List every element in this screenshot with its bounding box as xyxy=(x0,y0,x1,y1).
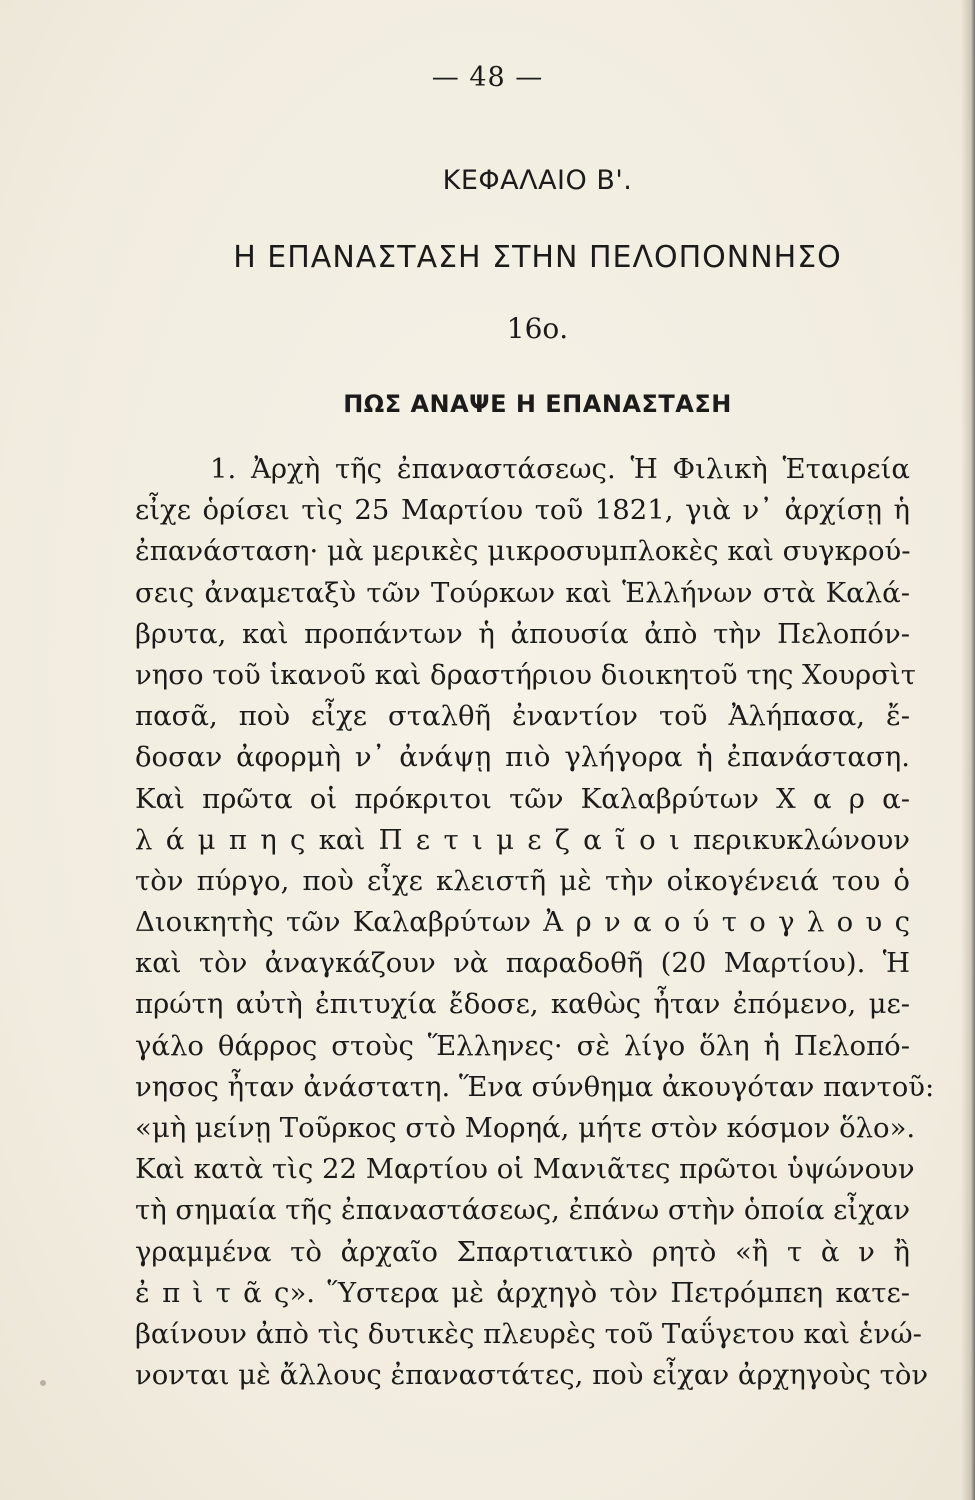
text-line: νονται μὲ ἄλλους ἐπαναστάτες, ποὺ εἶχαν ἀρχηγοὺς τὸν xyxy=(135,1359,929,1392)
text-line: δοσαν ἀφορμὴ ν᾽ ἀνάψῃ πιὸ γλήγορα ἡ ἐπανάσταση. xyxy=(135,741,910,774)
text-line: Διοικητὴς τῶν Καλαβρύτων Ἀ ρ ν α ο ύ τ ο γ λ ο υ ς xyxy=(135,906,910,939)
text-line: Καὶ κατὰ τὶς 22 Μαρτίου οἱ Μανιᾶτες πρῶτοι ὑψώνουν xyxy=(135,1153,915,1186)
body-text xyxy=(135,449,935,1396)
text-line: σεις ἀναμεταξὺ τῶν Τούρκων καὶ Ἑλλήνων στὰ Καλά- xyxy=(135,576,910,609)
page-edge-shadow xyxy=(961,0,975,1500)
chapter-heading: Η ΕΠΑΝΑΣΤΑΣΗ ΣΤΗΝ ΠΕΛΟΠΟΝΝΗΣΟ xyxy=(233,240,842,275)
text-line: καὶ τὸν ἀναγκάζουν νὰ παραδοθῆ (20 Μαρτίου). Ἡ xyxy=(135,947,910,980)
text-line: εἶχε ὁρίσει τὶς 25 Μαρτίου τοῦ 1821, γιὰ ν᾽ ἀρχίσῃ ἡ xyxy=(135,494,910,527)
text-line: 1. Ἀρχὴ τῆς ἐπαναστάσεως. Ἡ Φιλικὴ Ἑταιρεία xyxy=(210,453,910,485)
text-line: πασᾶ, ποὺ εἶχε σταλθῆ ἐναντίον τοῦ Ἀλήπασα, ἔ- xyxy=(135,700,910,733)
text-line: τὴ σημαία τῆς ἐπαναστάσεως, ἐπάνω στὴν ὁποία εἶχαν xyxy=(135,1194,911,1227)
section-title: ΠΩΣ ΑΝΑΨΕ Η ΕΠΑΝΑΣΤΑΣΗ xyxy=(343,390,732,418)
text-line: νησος ἦταν ἀνάστατη. Ἕνα σύνθημα ἀκουγόταν παντοῦ: xyxy=(135,1070,935,1103)
paper-speck xyxy=(40,1380,46,1386)
text-line: ἐ π ὶ τ ᾶ ς». Ὕστερα μὲ ἀρχηγὸ τὸν Πετρόμπεη κατε- xyxy=(135,1276,910,1309)
text-line: πρώτη αὐτὴ ἐπιτυχία ἔδοσε, καθὼς ἦταν ἐπόμενο, με- xyxy=(135,988,910,1021)
section-number: 16ο. xyxy=(506,312,569,345)
text-line: Καὶ πρῶτα οἱ πρόκριτοι τῶν Καλαβρύτων Χ α ρ α- xyxy=(135,782,910,815)
text-line: «μὴ μείνῃ Τοῦρκος στὸ Μορηά, μήτε στὸν κόσμον ὅλο». xyxy=(135,1112,916,1144)
text-line: νησο τοῦ ἱκανοῦ καὶ δραστήριου διοικητοῦ της Χουρσὶτ xyxy=(135,658,916,691)
text-line: τὸν πύργο, ποὺ εἶχε κλειστῆ μὲ τὴν οἰκογένειά του ὁ xyxy=(135,864,910,897)
text-line: ἐπανάσταση· μὰ μερικὲς μικροσυμπλοκὲς καὶ συγκρού- xyxy=(135,535,911,568)
text-line: βαίνουν ἀπὸ τὶς δυτικὲς πλευρὲς τοῦ Ταΰγετου καὶ ἑνώ- xyxy=(135,1317,922,1350)
text-line: γραμμένα τὸ ἀρχαῖο Σπαρτιατικὸ ρητὸ «ἢ τ ὰ ν ἢ xyxy=(135,1235,910,1268)
page-number: — 48 — xyxy=(431,62,544,93)
text-line: λ ά μ π η ς καὶ Π ε τ ι μ ε ζ α ῖ ο ι περικυκλώνουν xyxy=(135,823,910,856)
text-line: βρυτα, καὶ προπάντων ἡ ἀπουσία ἀπὸ τὴν Πελοπόν- xyxy=(135,617,910,650)
text-line: γάλο θάρρος στοὺς Ἕλληνες· σὲ λίγο ὅλη ἡ Πελοπό- xyxy=(135,1029,910,1062)
chapter-label: ΚΕΦΑΛΑΙΟ Β'. xyxy=(442,165,633,196)
